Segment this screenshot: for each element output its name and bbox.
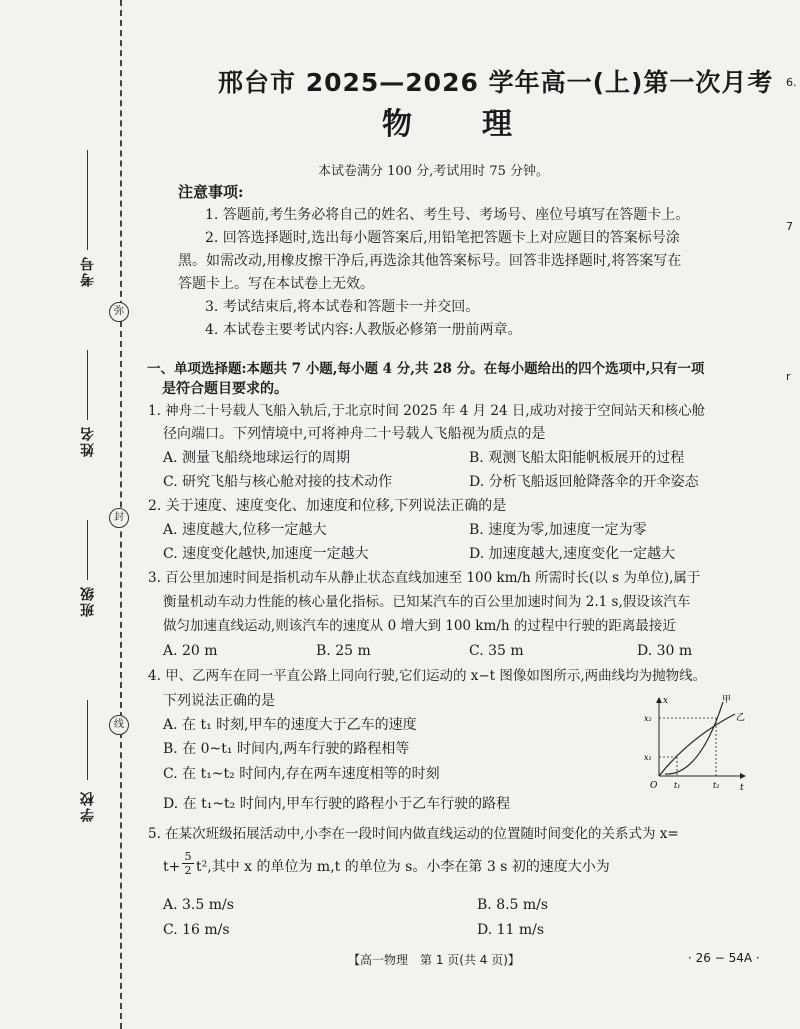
class-rule [87,520,88,580]
q5-option-c: C. 16 m/s [163,922,230,938]
q4-option-d: D. 在 t₁~t₂ 时间内,甲车行驶的路程小于乙车行驶的路程 [163,796,511,812]
q3-stem: 衡量机动车动力性能的核心量化指标。已知某汽车的百公里加速时间为 2.1 s,假设该汽车 [163,594,691,610]
q3-stem: 3. 百公里加速时间是指机动车从静止状态直线加速至 100 km/h 所需时长(以 s 为单位),属于 [148,570,701,586]
q1-option-b: B. 观测飞船太阳能帆板展开的过程 [469,450,685,466]
notice-line: 黑。如需改动,用橡皮擦干净后,再选涂其他答案标号。回答非选择题时,将答案写在 [178,253,682,269]
seal-xian: 线 [109,715,129,735]
section-header: 一、单项选择题:本题共 7 小题,每小题 4 分,共 28 分。在每小题给出的四个选项中,只有一项 [147,361,705,377]
q5-option-d: D. 11 m/s [477,922,545,938]
t-axis-label: t [740,783,744,793]
q5-fraction-numerator: 5 [182,850,194,864]
xt-graph [641,694,751,794]
q5-formula-pre: t+ [163,859,181,875]
notice-line: 答题卡上。写在本试卷上无效。 [178,276,374,292]
x2-label: x₂ [644,714,652,723]
q3-option-c: C. 35 m [469,643,524,659]
notice-line: 3. 考试结束后,将本试卷和答题卡一并交回。 [205,299,480,315]
school-rule [87,700,88,780]
seal-feng: 封 [109,508,129,528]
exam-number-rule [87,150,88,250]
school-label: 学校 [80,790,96,822]
right-edge-fragment: r [786,370,791,383]
notice-line: 2. 回答选择题时,选出每小题答案后,用铅笔把答题卡上对应题目的答案标号涂 [205,230,680,246]
notice-line: 1. 答题前,考生务必将自己的姓名、考生号、考场号、座位号填写在答题卡上。 [205,207,690,223]
t2-label: t₂ [713,781,720,790]
exam-number-label: 考号 [80,255,96,287]
notice-line: 4. 本试卷主要考试内容:人教版必修第一册前两章。 [205,322,522,338]
q2-option-a: A. 速度越大,位移一定越大 [163,522,327,538]
right-edge-fragment: 7 [786,220,793,233]
q5-formula-post: t²,其中 x 的单位为 m,t 的单位为 s。小李在第 3 s 初的速度大小为 [196,859,610,875]
x1-label: x₁ [644,753,652,762]
q1-option-c: C. 研究飞船与核心舱对接的技术动作 [163,474,393,490]
q5-fraction-denominator: 2 [184,864,192,877]
q1-stem: 1. 神舟二十号载人飞船入轨后,于北京时间 2025 年 4 月 24 日,成功对接于空间站天和核心舱 [148,403,706,419]
exam-info: 本试卷满分 100 分,考试用时 75 分钟。 [318,164,550,179]
curve-jia [665,702,723,774]
q4-option-b: B. 在 0~t₁ 时间内,两车行驶的路程相等 [163,741,410,757]
q4-stem: 4. 甲、乙两车在同一平直公路上同向行驶,它们运动的 x−t 图像如图所示,两曲线均为抛物线。 [148,668,707,684]
curve-yi [659,714,735,776]
q5-fraction [182,850,194,877]
notice-heading: 注意事项: [178,183,244,201]
paper-code: · 26 − 54A · [688,951,760,965]
q3-stem: 做匀加速直线运动,则该汽车的速度从 0 增大到 100 km/h 的过程中行驶的距离最接近 [163,618,676,634]
q5-option-b: B. 8.5 m/s [477,897,549,913]
t1-label: t₁ [674,781,681,790]
q5-stem: 5. 在某次班级拓展活动中,小李在一段时间内做直线运动的位置随时间变化的关系式为 x= [148,826,679,842]
q3-option-d: D. 30 m [637,643,693,659]
q2-option-d: D. 加速度越大,速度变化一定越大 [469,546,676,562]
q4-option-a: A. 在 t₁ 时刻,甲车的速度大于乙车的速度 [163,717,417,733]
q2-option-c: C. 速度变化越快,加速度一定越大 [163,546,369,562]
page-footer: 【高一物理 第 1 页(共 4 页)】 [348,953,520,967]
name-rule [87,350,88,420]
section-header: 是符合题目要求的。 [162,381,288,397]
q3-option-a: A. 20 m [163,643,218,659]
jia-label: 甲 [722,695,732,705]
exam-title: 邢台市 2025—2026 学年高一(上)第一次月考 [218,68,774,97]
name-label: 姓名 [80,425,96,457]
q2-option-b: B. 速度为零,加速度一定为零 [469,522,647,538]
x-axis-label: x [663,696,669,706]
right-edge-fragment: 6. [786,76,797,89]
q4-option-c: C. 在 t₁~t₂ 时间内,存在两车速度相等的时刻 [163,766,440,782]
yi-label: 乙 [736,713,746,723]
q1-option-d: D. 分析飞船返回舱降落伞的开伞姿态 [469,474,699,490]
q3-option-b: B. 25 m [316,643,371,659]
q4-stem: 下列说法正确的是 [163,693,275,709]
q1-option-a: A. 测量飞船绕地球运行的周期 [163,450,351,466]
q5-option-a: A. 3.5 m/s [163,897,234,913]
class-label: 班级 [80,585,96,617]
subject-title: 物理 [382,107,582,142]
q2-stem: 2. 关于速度、速度变化、加速度和位移,下列说法正确的是 [148,498,507,514]
origin-label: O [650,781,658,791]
seal-mi: 弥 [109,302,129,322]
q1-stem: 径向端口。下列情境中,可将神舟二十号载人飞船视为质点的是 [163,426,546,442]
